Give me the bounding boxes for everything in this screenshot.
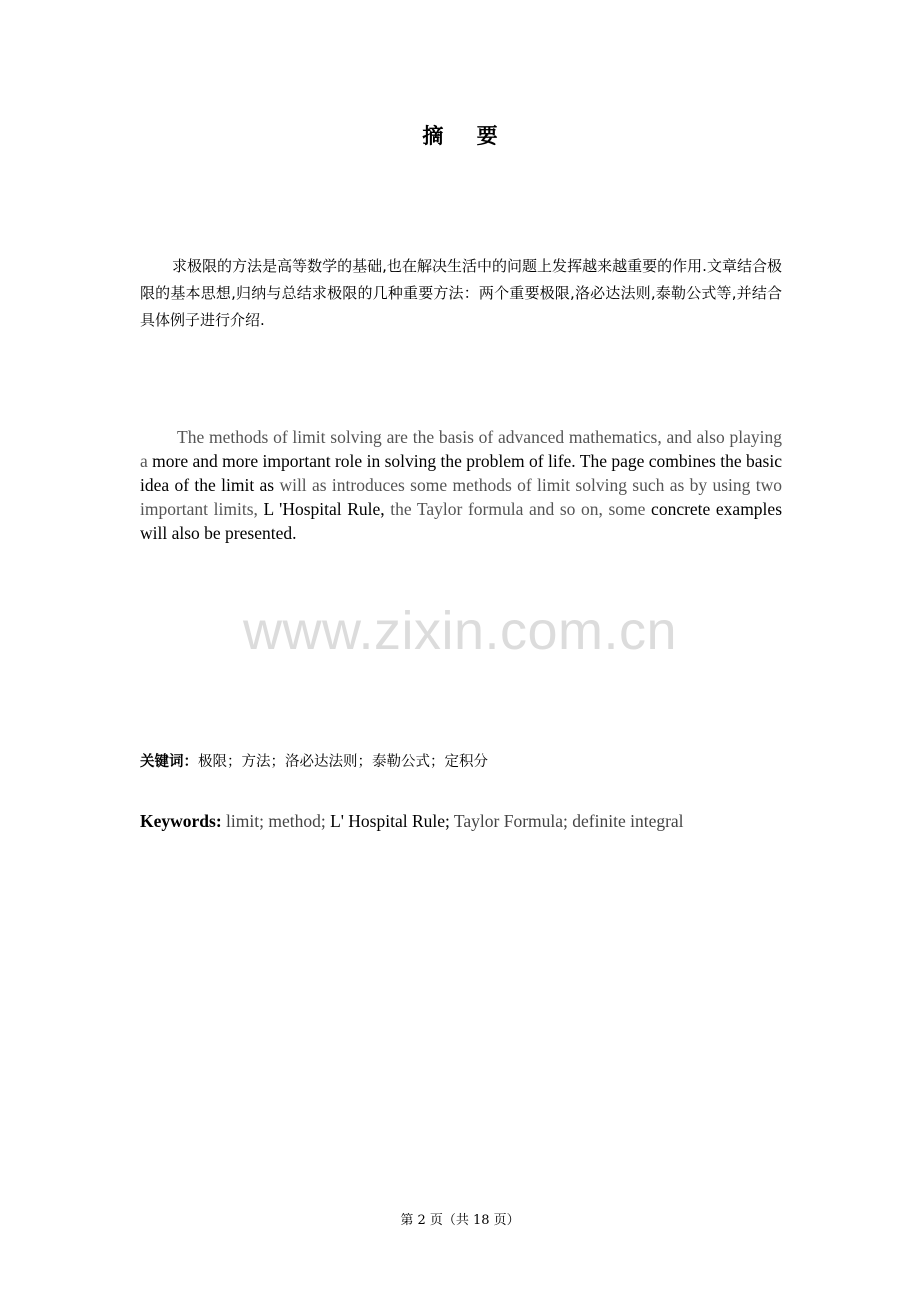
watermark: www.zixin.com.cn	[242, 601, 678, 661]
abstract-en-part4: L 'Hospital Rule,	[263, 499, 385, 519]
abstract-en-part6: concrete examples will also be presented.	[140, 499, 782, 543]
chinese-keywords-label: 关键词：	[140, 754, 198, 770]
abstract-heading: 摘 要	[422, 124, 498, 148]
abstract-en-part3: will as introduces some methods of limit solving such as by using two important limits,	[140, 475, 782, 519]
english-keywords-part2: L' Hospital Rule;	[330, 811, 450, 831]
chinese-keywords-text: 极限；方法；洛必达法则；泰勒公式；定积分	[198, 754, 488, 770]
english-keywords-label: Keywords:	[140, 811, 222, 831]
chinese-abstract-paragraph: 求极限的方法是高等数学的基础,也在解决生活中的问题上发挥越来越重要的作用.文章结合极限的基本思想,归纳与总结求极限的几种重要方法：两个重要极限,洛必达法则,泰勒公式等,并结合具体例子进行介绍.	[140, 257, 782, 329]
english-keywords	[140, 811, 684, 832]
abstract-en-part2: more and more important role in solving the problem of life. The page combines the basic idea of the limit as	[140, 451, 782, 495]
abstract-en-part5: the Taylor formula and so on, some	[384, 499, 652, 519]
english-abstract-paragraph	[140, 425, 782, 545]
english-keywords-part3: Taylor Formula; definite integral	[449, 811, 684, 831]
abstract-en-part1: The methods of limit solving are the basis of advanced mathematics, and also playing a	[140, 427, 782, 471]
english-keywords-part1: limit; method;	[221, 811, 331, 831]
chinese-keywords	[140, 750, 488, 771]
page-footer: 第 2 页（共 18 页）	[400, 1213, 520, 1228]
